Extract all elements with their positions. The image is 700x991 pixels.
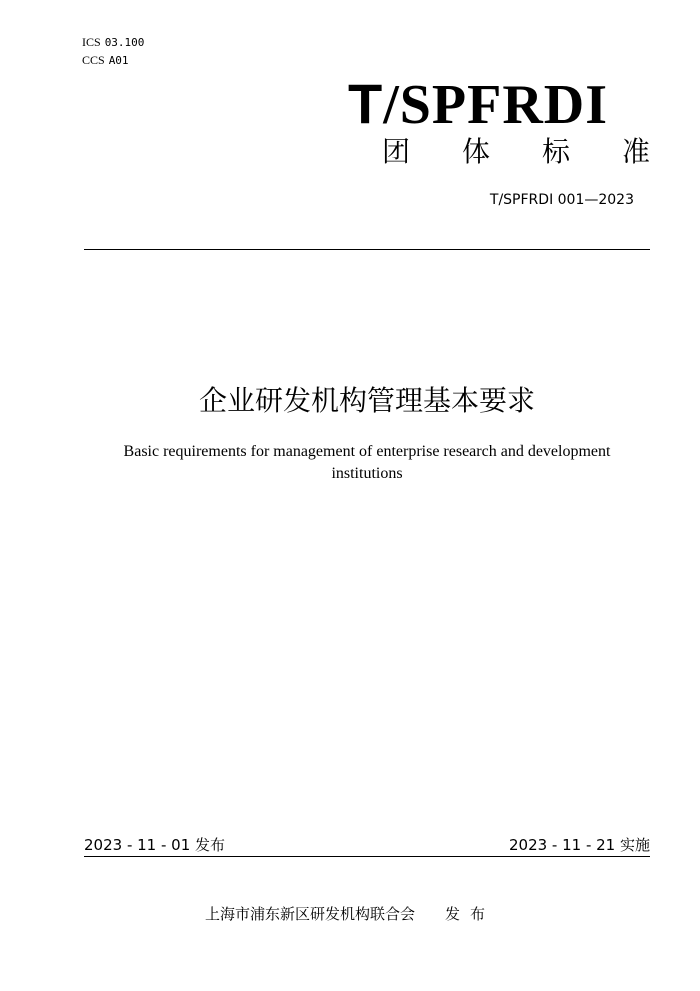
publisher-name: 上海市浦东新区研发机构联合会 xyxy=(205,905,416,923)
ics-classification xyxy=(82,35,144,50)
logo-rest: /SPFRDI xyxy=(383,74,608,136)
standard-type xyxy=(382,134,650,170)
title-chinese: 企业研发机构管理基本要求 xyxy=(198,384,535,417)
ccs-label: CCS xyxy=(82,53,105,67)
standard-type-char: 标 xyxy=(541,135,570,168)
publisher-action: 发布 xyxy=(445,905,496,923)
publisher-line xyxy=(205,904,495,924)
ics-label: ICS xyxy=(82,35,101,49)
issue-date: 2023 - 11 - 01 发布 xyxy=(84,836,226,854)
standard-type-char: 体 xyxy=(461,135,490,168)
standard-number: T/SPFRDI 001—2023 xyxy=(489,192,634,208)
ccs-classification xyxy=(82,53,129,68)
standard-type-char: 准 xyxy=(621,135,650,168)
standard-logo xyxy=(348,72,608,137)
ics-code: 03.100 xyxy=(104,36,145,49)
implementation-date: 2023 - 11 - 21 实施 xyxy=(508,836,650,854)
standard-type-char: 团 xyxy=(382,135,411,168)
footer-divider xyxy=(84,856,650,857)
logo-t: T xyxy=(347,72,384,135)
header-divider xyxy=(84,249,650,250)
title-english: Basic requirements for management of enterprise research and development institutions xyxy=(123,443,611,482)
ccs-code: A01 xyxy=(108,54,129,67)
